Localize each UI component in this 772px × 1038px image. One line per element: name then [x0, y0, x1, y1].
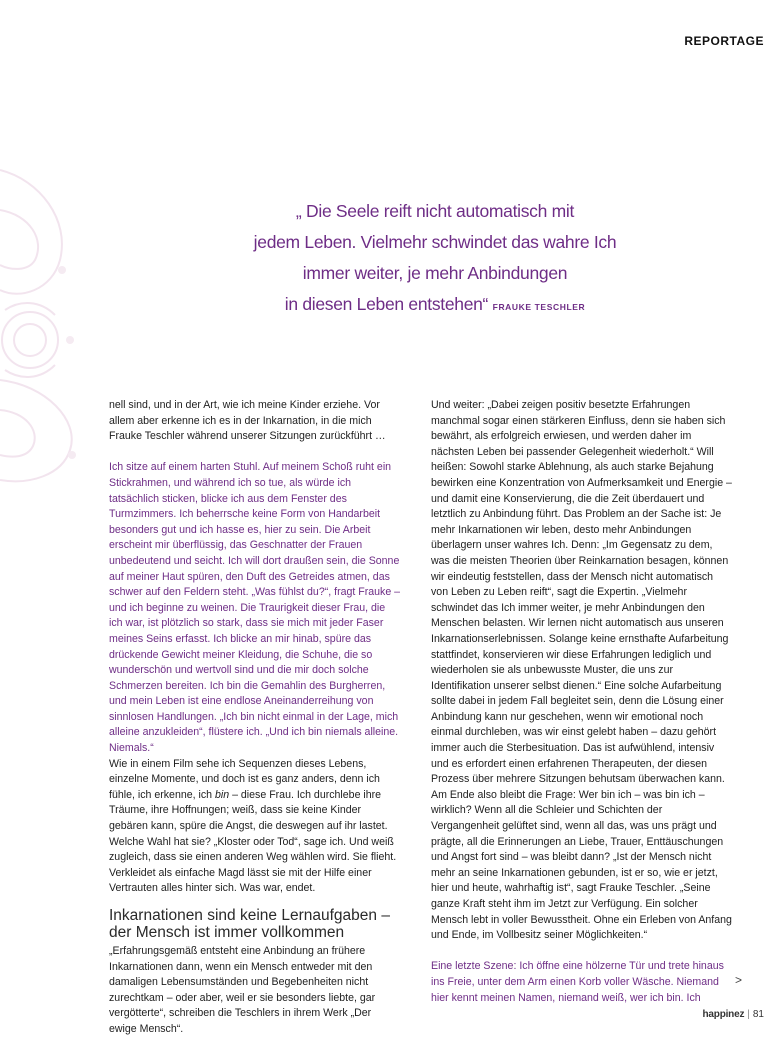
quote-line: in diesen Leben entstehen“ — [284, 294, 489, 314]
quote-author: FRAUKE TESCHLER — [492, 302, 586, 312]
paragraph-final-scene: Eine letzte Szene: Ich öffne eine hölzerne Tür und trete hinaus ins Freie, unter dem Arm einen Korb voller Wäsche. Niemand hier kennt meinen Namen, niemand weiß, wer ich bin. Ich — [431, 960, 724, 1004]
paragraph: Und weiter: „Dabei zeigen positiv besetzte Erfahrungen manchmal sogar einen stärkeren Einfluss, denn sie haben sich bewährt, als erfolgreich erwiesen, und werden daher im nächsten Leben bei passender Gelegenheit wiederholt.“ Will heißen: Sowohl starke Ablehnung, als auch starke Bejahung bewirken eine Konzentration von Aufmerksamkeit und Energie – und damit eine Konservierung, die die Zeit überdauert und letztlich zu Anbindung führt. Das Problem an der Sache ist: Je mehr Inkarnationen wir leben, desto mehr Anbindungen überlagern unser wahres Ich. Denn: „Im Gegensatz zu dem, was die meisten Theorien über Reinkarnation besagen, können wir eindeutig feststellen, dass der Mensch nicht automatisch von Leben zu Leben reift“, sagt die Expertin. „Vielmehr schwindet das Ich immer weiter, je mehr Anbindungen den Menschen belasten. Wir lernen nicht automatisch aus unseren Inkarnationserlebnissen. Solange keine ernsthafte Aufarbeitung stattfindet, konservieren wir diese Erfahrungen lediglich und wiederholen sie als unbewusste Muster, die uns zur Identifikation unserer selbst dienen.“ Eine solche Aufarbeitung sollte dabei in jedem Fall begleitet sein, denn die Lösung einer Anbindung kann nur geschehen, wenn wir emotional noch einmal durchleben, was wir einst gelebt haben – dazu gehört immer auch die Sterbesituation. Das ist aufwühlend, intensiv und es erfordert einen erfahrenen Therapeuten, der diesen Prozess über mehrere Sitzungen behutsam überwachen kann. Am Ende also bleibt die Frage: Wer bin ich – was bin ich – wirklich? Wenn all die Schleier und Schichten der Vergangenheit gelüftet sind, wenn all das, was uns prägt und prägte, all die Erinnerungen an Liebe, Trauer, Enttäuschungen und Angst fort sind – was bleibt dann? „Ist der Mensch nicht mehr an seine Inkarnationen gebunden, ist er so, wie er jetzt, hier und heute, wahrhaftig ist“, sagt Frauke Teschler. „Seine ganze Kraft steht ihm im Jetzt zur Verfügung. Ein solcher Mensch lebt in voller Bewusstheit. Ohne ein Erleben von Anfang und Ende, im Vollbesitz seiner Möglichkeiten.“ — [431, 399, 732, 942]
paragraph: „Erfahrungsgemäß entsteht eine Anbindung an frühere Inkarnationen dann, wenn ein Mensch entweder mit den damaligen Lebensumständen und Begebenheiten nicht zurechtkam – oder aber, weil er sie besonders liebte, gar vergötterte“, schreiben die Teschlers in ihrem Werk „Der ewige Mensch“. — [109, 945, 376, 1035]
floral-ornament — [0, 150, 90, 500]
page-footer — [703, 1009, 764, 1020]
magazine-logo: happinez — [702, 1009, 745, 1020]
emphasis: bin — [215, 788, 230, 801]
paragraph-text: Wie in einem Film sehe ich Sequenzen dieses Lebens, einzelne Momente, und doch ist es ganz anders, denn ich fühle, ich erkenne, ich — [109, 757, 380, 801]
right-column — [431, 398, 733, 1006]
quote-line: jedem Leben. Vielmehr schwindet das wahre Ich — [253, 232, 617, 252]
paragraph: nell sind, und in der Art, wie ich meine Kinder erziehe. Vor allem aber erkenne ich es in der Inkarnation, in die mich Frauke Teschler während unserer Sitzungen zurückführt … — [109, 399, 386, 443]
paragraph-regression: Ich sitze auf einem harten Stuhl. Auf meinem Schoß ruht ein Stickrahmen, und während ich so tue, als würde ich tatsächlich sticken, blicke ich aus dem Fenster des Turmzimmers. Ich beherrsche keine Form von Handarbeit besonders gut und ich hasse es, hier zu sein. Die Arbeit erscheint mir überflüssig, das Geschnatter der Frauen unbedeutend und seicht. Ich will dort draußen sein, die Sonne auf meiner Haut spüren, den Duft des Getreides atmen, das schwer auf den Feldern steht. „Was fühlst du?“, fragt Frauke – und ich beginne zu weinen. Die Traurigkeit dieser Frau, die ich war, ist plötzlich so stark, dass sie mich mit jeder Faser meines Seins erfasst. Ich blicke an mir hinab, spüre das drückende Gewicht meiner Kleidung, die Schuhe, die so wunderschön und wertvoll sind und die mir doch solche Schmerzen bereiten. Ich bin die Gemahlin des Burgherren, und mein Leben ist eine endlose Aneinanderreihung von sinnlosen Handlungen. „Ich bin nicht einmal in der Lage, mich alleine anzukleiden“, flüstere ich. „Und ich bin niemals alleine. Niemals.“ — [109, 461, 401, 755]
paragraph — [109, 757, 401, 897]
quote-line: immer weiter, je mehr Anbindungen — [302, 263, 568, 283]
quote-line-last — [200, 289, 670, 323]
footer-separator: | — [747, 1009, 750, 1020]
subheading: Inkarnationen sind keine Lernaufgaben – der Mensch ist immer vollkommen — [109, 907, 390, 941]
paragraph-text: – diese Frau. Ich durchlebe ihre Träume, ihre Hoffnungen; weiß, dass sie keine Kinder gebären kann, spüre die Angst, die deswegen auf ihr lastet. Welche Wahl hat sie? „Kloster oder Tod“, sage ich. Und weiß zugleich, dass sie einen anderen Weg wählen wird. Sie flieht. Verkleidet als einfache Magd lässt sie mit der Hilfe einer Vertrauten alles hinter sich. Was war, endet. — [109, 788, 397, 895]
page-number: 81 — [752, 1009, 764, 1020]
continue-arrow-icon: > — [735, 973, 743, 987]
pull-quote — [200, 196, 670, 323]
quote-line: „ Die Seele reift nicht automatisch mit — [295, 201, 575, 221]
left-column — [109, 398, 401, 1038]
section-label: REPORTAGE — [684, 34, 764, 48]
